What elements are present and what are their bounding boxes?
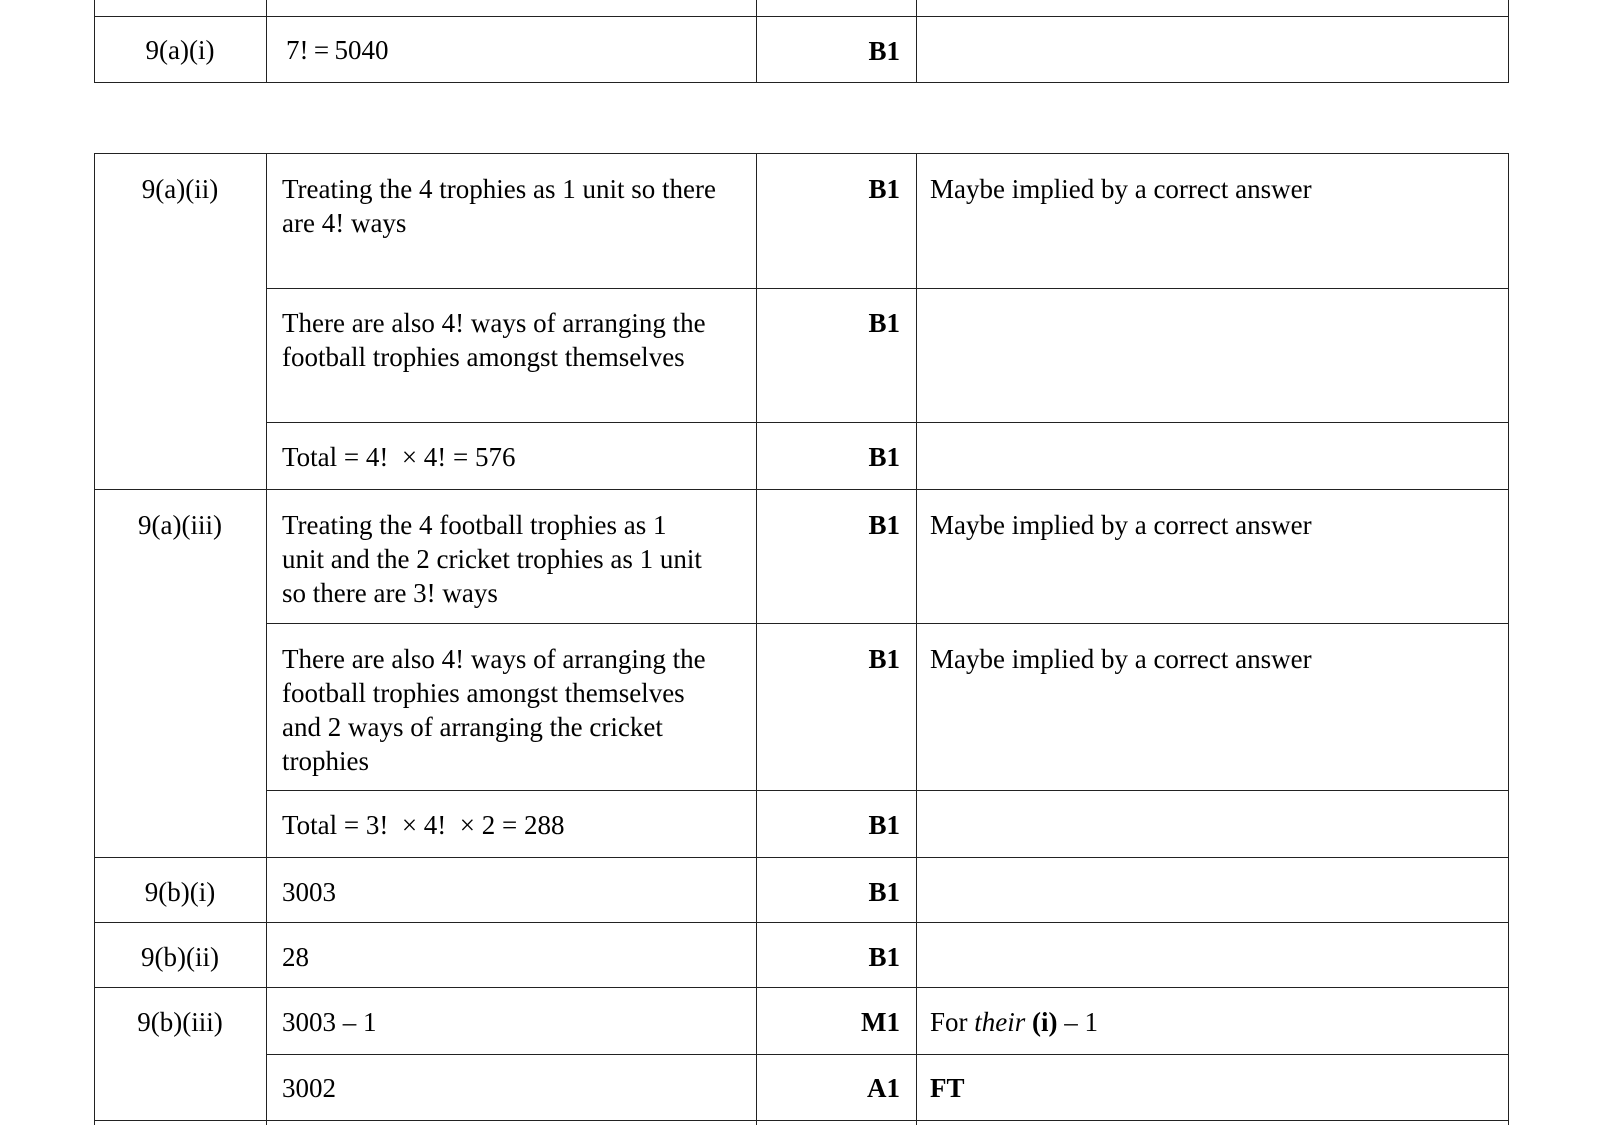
table-1-divider-3 [916,0,917,83]
mark-code: B1 [868,36,900,66]
mark-code: M1 [861,1007,900,1037]
answer-text: 3002 [282,1073,336,1103]
question-number: 9(b)(iii) [137,1007,223,1037]
mark-code: B1 [868,810,900,840]
table-2-border-right [1508,153,1509,1125]
row-divider-partial [266,1054,1509,1055]
mark-code: B1 [868,308,900,338]
table-2-border-left [94,153,95,1125]
guidance-bold: (i) [1032,1007,1058,1037]
table-1-border-left [94,0,95,83]
row-divider-full [94,1120,1509,1121]
answer-text: Treating the 4 football trophies as 1 unit and the 2 cricket trophies as 1 unit so there are 3! ways [282,510,702,608]
row-divider-full [94,987,1509,988]
answer-text: 28 [282,942,309,972]
mark-code: A1 [867,1073,900,1103]
guidance-prefix: For [930,1007,975,1037]
mark-code: B1 [868,942,900,972]
guidance-italic: their [974,1007,1026,1037]
mark-code: B1 [868,644,900,674]
row-divider-full [94,922,1509,923]
table-2-border-top [94,153,1509,154]
answer-text: 7! = 5040 [286,35,389,65]
row-divider-full [94,489,1509,490]
answer-text: Treating the 4 trophies as 1 unit so there are 4! ways [282,174,716,238]
table-2-divider-1 [266,153,267,1125]
mark-code: B1 [868,877,900,907]
answer-text: 3003 – 1 [282,1007,377,1037]
answer-text: There are also 4! ways of arranging the football trophies amongst themselves [282,308,706,372]
table-1-border-right [1508,0,1509,83]
row-divider-partial [266,623,1509,624]
answer-text: Total = 3! × 4! × 2 = 288 [282,810,565,840]
guidance-text: Maybe implied by a correct answer [930,510,1312,540]
row-divider-full [94,857,1509,858]
guidance-text: Maybe implied by a correct answer [930,644,1312,674]
table-1-border-bottom [94,82,1509,83]
guidance-suffix: – 1 [1057,1007,1098,1037]
guidance-text: FT [930,1073,965,1103]
guidance-space [1025,1007,1032,1037]
row-divider-partial [266,288,1509,289]
question-number: 9(b)(i) [144,877,216,907]
row-divider-partial [266,422,1509,423]
table-1-row-divider [94,16,1509,17]
answer-text: Total = 4! × 4! = 576 [282,442,516,472]
question-number: 9(a)(iii) [138,510,222,540]
mark-code: B1 [868,510,900,540]
table-1-divider-2 [756,0,757,83]
question-number: 9(b)(ii) [141,942,219,972]
table-1-divider-1 [266,0,267,83]
guidance-text: Maybe implied by a correct answer [930,174,1312,204]
table-2-divider-3 [916,153,917,1125]
question-number: 9(a)(ii) [141,174,219,204]
answer-text: There are also 4! ways of arranging the football trophies amongst themselves and 2 ways of arranging the cricket trophies [282,644,706,776]
question-number: 9(a)(i) [145,35,215,65]
answer-text: 3003 [282,877,336,907]
row-divider-partial [266,790,1509,791]
mark-code: B1 [868,174,900,204]
mark-code: B1 [868,442,900,472]
table-2-divider-2 [756,153,757,1125]
guidance-text [930,1005,1098,1039]
